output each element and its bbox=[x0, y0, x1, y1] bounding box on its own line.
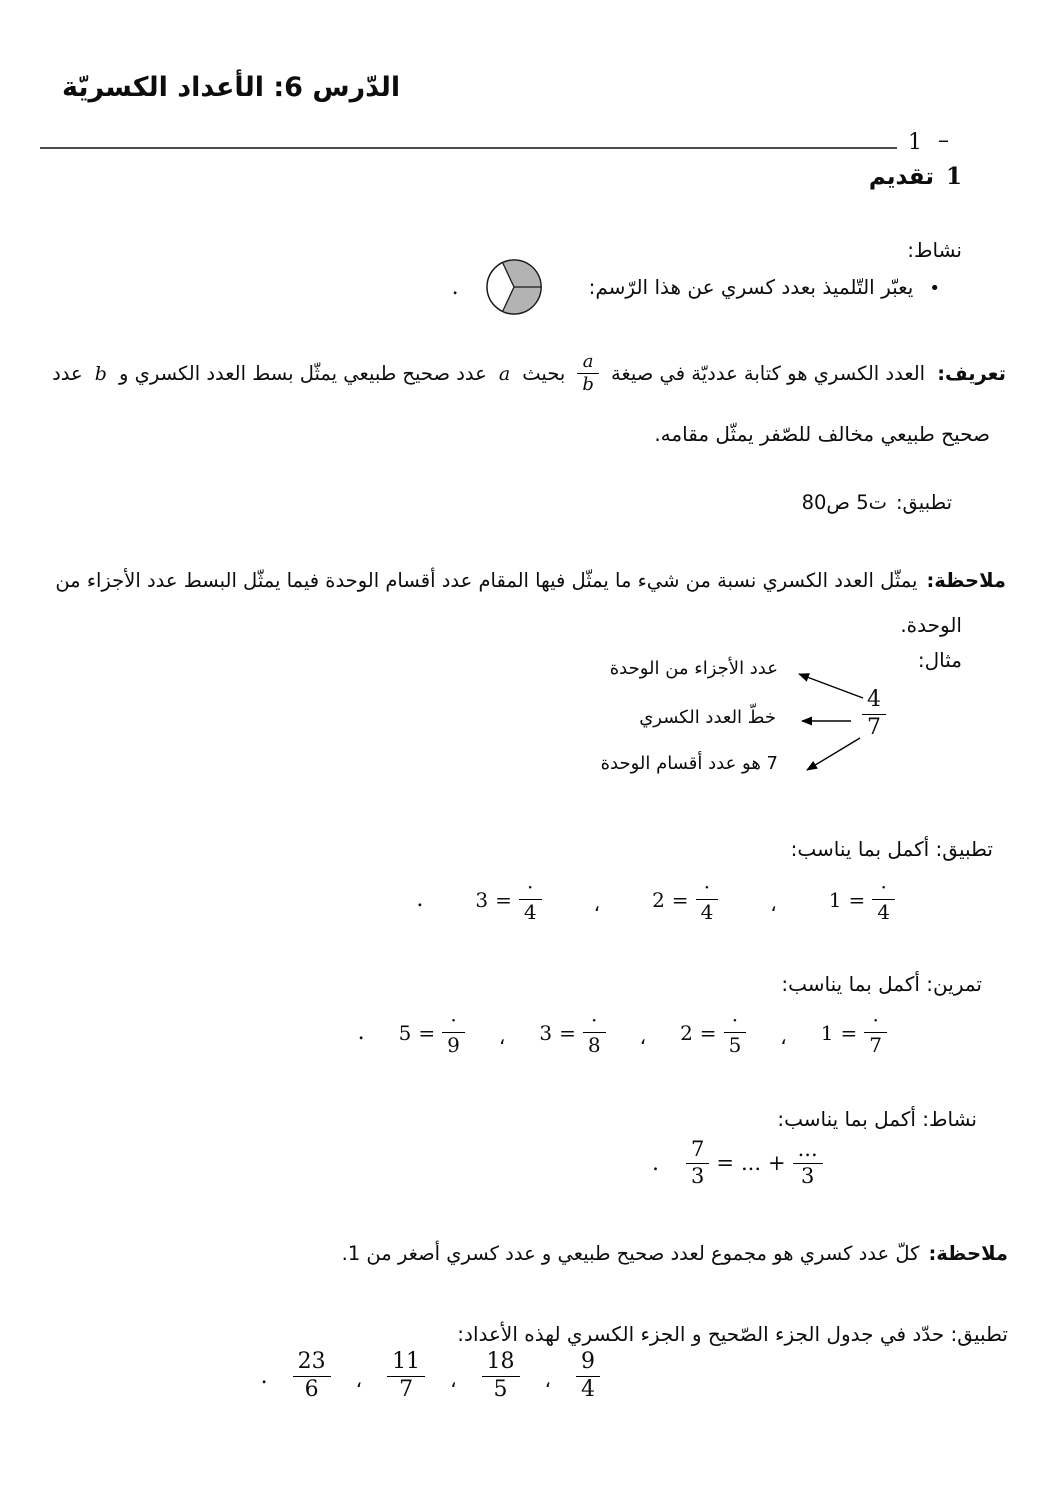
arrow-annotations bbox=[775, 648, 875, 788]
arrow-to-denominator-label bbox=[807, 738, 860, 770]
definition-before: العدد الكسري هو كتابة عدديّة في صيغة bbox=[611, 362, 926, 386]
application2-equations bbox=[416, 876, 895, 924]
page-number: 1 bbox=[908, 130, 922, 155]
application1-text: ت5 ص80 bbox=[801, 491, 887, 514]
arabic-comma: ، bbox=[593, 891, 601, 916]
activity2-label: نشاط: أكمل بما يناسب: bbox=[777, 1107, 977, 1131]
sentence-period: . bbox=[451, 274, 459, 300]
note2-label: ملاحظة: bbox=[928, 1242, 1008, 1265]
pie-thirds-diagram bbox=[485, 258, 543, 316]
row-period: . bbox=[652, 1150, 659, 1176]
note1-line2: الوحدة. bbox=[900, 613, 962, 637]
note1-label: ملاحظة: bbox=[926, 569, 1006, 592]
note2 bbox=[342, 1242, 1008, 1265]
section-title: تقديم bbox=[868, 164, 934, 190]
definition-tail: عدد bbox=[52, 362, 83, 386]
equation: 1 = $\frac{\cdot}{4}$ bbox=[829, 876, 895, 924]
arabic-comma: ، bbox=[450, 1368, 457, 1393]
note2-text: كلّ عدد كسري هو مجموع لعدد صحيح طبيعي و عدد كسري أصغر من 1. bbox=[341, 1242, 920, 1265]
definition-line1 bbox=[52, 352, 1006, 395]
application1 bbox=[802, 491, 952, 514]
arrow-to-numerator-label bbox=[799, 674, 863, 698]
arabic-comma: ، bbox=[544, 1368, 551, 1393]
definition-line2: صحيح طبيعي مخالف للصّفر يمثّل مقامه. bbox=[654, 422, 990, 446]
application3-label: تطبيق: حدّد في جدول الجزء الصّحيح و الجزء الكسري لهذه الأعداد: bbox=[457, 1322, 1008, 1346]
application1-label: تطبيق: bbox=[895, 491, 952, 514]
arabic-comma: ، bbox=[770, 891, 777, 916]
row-period: . bbox=[260, 1363, 268, 1389]
bullet-icon: • bbox=[929, 277, 940, 299]
equation: 1 = $\frac{\cdot}{7}$ bbox=[821, 1009, 887, 1057]
application2-label: تطبيق: أكمل بما يناسب: bbox=[790, 837, 993, 861]
arabic-comma: ، bbox=[498, 1024, 506, 1049]
fraction-11-7: $\frac{11}{7}$ bbox=[387, 1350, 425, 1402]
header-divider bbox=[40, 147, 897, 149]
equation: 2 = $\frac{\cdot}{5}$ bbox=[680, 1009, 746, 1057]
equation: 3 = $\frac{\cdot}{8}$ bbox=[539, 1009, 605, 1057]
note1-text: يمثّل العدد الكسري نسبة من شيء ما يمثّل فيها المقام عدد أقسام الوحدة فيما يمثّل البسط عدد الأجزاء من bbox=[55, 569, 918, 592]
equation: 2 = $\frac{\cdot}{4}$ bbox=[652, 876, 718, 924]
section-number: 1 bbox=[945, 163, 962, 190]
page-number-dash: – bbox=[938, 128, 949, 153]
variable-b: b bbox=[94, 362, 107, 385]
variable-a: a bbox=[498, 362, 511, 385]
activity1-label: نشاط: bbox=[907, 238, 962, 262]
section-heading bbox=[869, 163, 962, 190]
exercise1-equations bbox=[358, 1009, 887, 1057]
exercise1-label: تمرين: أكمل بما يناسب: bbox=[781, 972, 982, 996]
fraction-23-6: $\frac{23}{6}$ bbox=[293, 1350, 331, 1402]
arabic-comma: ، bbox=[780, 1024, 787, 1049]
definition-label: تعريف: bbox=[937, 362, 1006, 386]
activity1-item bbox=[452, 258, 940, 316]
definition-middle: عدد صحيح طبيعي يمثّل بسط العدد الكسري و bbox=[118, 362, 487, 386]
activity1-text: يعبّر التّلميذ بعدد كسري عن هذا الرّسم: bbox=[588, 275, 914, 299]
callout-fraction-bar: خطّ العدد الكسري bbox=[639, 707, 776, 728]
equation: 5 = $\frac{\cdot}{9}$ bbox=[399, 1009, 465, 1057]
definition-bihayth: بحيث bbox=[522, 362, 566, 386]
fraction-18-5: $\frac{18}{5}$ bbox=[482, 1350, 520, 1402]
lesson-title: الدّرس 6: الأعداد الكسريّة bbox=[62, 72, 401, 103]
fraction-9-4: $\frac{9}{4}$ bbox=[576, 1350, 600, 1402]
row-period: . bbox=[357, 1020, 365, 1046]
application3-fractions bbox=[261, 1350, 600, 1402]
arabic-comma: ، bbox=[639, 1024, 647, 1049]
callout-denominator: 7 هو عدد أقسام الوحدة bbox=[600, 753, 778, 774]
fraction-a-over-b: $\frac{a}{b}$ bbox=[577, 352, 599, 395]
note1-line1 bbox=[55, 569, 1006, 592]
row-period: . bbox=[416, 887, 424, 913]
activity2-equation-row bbox=[652, 1138, 823, 1188]
equation: 3 = $\frac{\cdot}{4}$ bbox=[475, 876, 541, 924]
example-label: مثال: bbox=[917, 648, 962, 672]
fraction-4-over-7: $\frac{4}{7}$ bbox=[862, 688, 886, 740]
callout-numerator: عدد الأجزاء من الوحدة bbox=[609, 658, 778, 679]
arabic-comma: ، bbox=[355, 1368, 363, 1393]
equation-7-3: $\frac{7}{3}$ = ... + $\frac{...}{3}$ bbox=[686, 1138, 823, 1188]
